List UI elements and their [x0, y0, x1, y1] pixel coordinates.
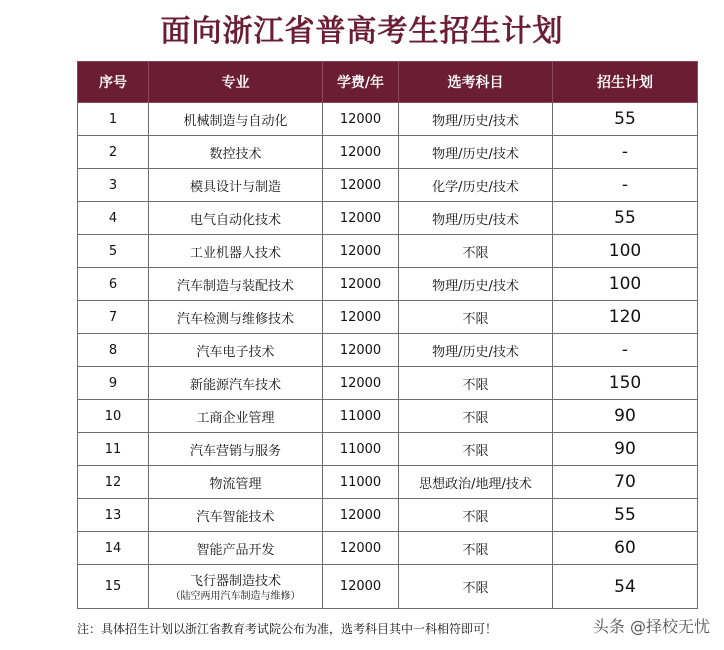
cell-plan: - — [553, 334, 698, 367]
major-name: 电气自动化技术 — [189, 212, 281, 228]
cell-plan: 70 — [553, 466, 698, 499]
cell-number: 13 — [78, 499, 149, 532]
cell-major — [149, 334, 323, 367]
cell-tuition: 12000 — [323, 202, 399, 235]
major-name: 物流管理 — [209, 476, 262, 492]
header-major: 专业 — [149, 62, 323, 103]
cell-number: 15 — [78, 565, 149, 609]
enrollment-plan-table — [77, 61, 698, 609]
table-body — [78, 103, 698, 609]
table-header-row — [78, 62, 698, 103]
cell-subjects: 不限 — [399, 367, 553, 400]
table-row — [78, 301, 698, 334]
major-name: 智能产品开发 — [196, 542, 275, 558]
table-row — [78, 103, 698, 136]
cell-subjects: 不限 — [399, 235, 553, 268]
cell-subjects: 不限 — [399, 301, 553, 334]
watermark: 头条 @择校无忧 — [592, 617, 710, 636]
cell-major — [149, 400, 323, 433]
major-name: 机械制造与自动化 — [183, 113, 288, 129]
cell-tuition: 11000 — [323, 466, 399, 499]
cell-plan: 55 — [553, 103, 698, 136]
cell-tuition: 12000 — [323, 565, 399, 609]
cell-major — [149, 433, 323, 466]
cell-plan: 55 — [553, 202, 698, 235]
table-row — [78, 235, 698, 268]
cell-subjects: 不限 — [399, 565, 553, 609]
cell-plan: - — [553, 136, 698, 169]
table-row — [78, 466, 698, 499]
major-name: 工商企业管理 — [196, 410, 275, 426]
cell-tuition: 12000 — [323, 103, 399, 136]
major-note: （陆空两用汽车制造与维修） — [170, 591, 301, 602]
cell-major — [149, 169, 323, 202]
major-name: 汽车营销与服务 — [189, 443, 281, 459]
table-row — [78, 367, 698, 400]
cell-number: 1 — [78, 103, 149, 136]
cell-plan: 150 — [553, 367, 698, 400]
cell-tuition: 11000 — [323, 400, 399, 433]
cell-number: 2 — [78, 136, 149, 169]
table-row — [78, 499, 698, 532]
footnote: 注：具体招生计划以浙江省教育考试院公布为准，选考科目其中一科相符即可！ — [77, 622, 498, 636]
cell-subjects: 不限 — [399, 499, 553, 532]
cell-tuition: 11000 — [323, 433, 399, 466]
cell-number: 14 — [78, 532, 149, 565]
cell-plan: - — [553, 169, 698, 202]
cell-subjects: 不限 — [399, 532, 553, 565]
cell-number: 12 — [78, 466, 149, 499]
table-row — [78, 136, 698, 169]
table-row — [78, 400, 698, 433]
major-name: 汽车制造与装配技术 — [176, 278, 294, 294]
major-name: 工业机器人技术 — [189, 245, 281, 261]
major-name: 汽车电子技术 — [196, 344, 275, 360]
cell-number: 6 — [78, 268, 149, 301]
cell-tuition: 12000 — [323, 235, 399, 268]
cell-number: 11 — [78, 433, 149, 466]
cell-major — [149, 202, 323, 235]
table-row — [78, 202, 698, 235]
cell-number: 3 — [78, 169, 149, 202]
cell-subjects: 物理/历史/技术 — [399, 334, 553, 367]
cell-tuition: 12000 — [323, 268, 399, 301]
cell-subjects: 不限 — [399, 400, 553, 433]
cell-major — [149, 565, 323, 609]
major-name: 模具设计与制造 — [189, 179, 281, 195]
cell-number: 5 — [78, 235, 149, 268]
cell-number: 8 — [78, 334, 149, 367]
cell-tuition: 12000 — [323, 301, 399, 334]
cell-number: 10 — [78, 400, 149, 433]
cell-subjects: 物理/历史/技术 — [399, 268, 553, 301]
table-row — [78, 169, 698, 202]
cell-plan: 100 — [553, 235, 698, 268]
cell-plan: 100 — [553, 268, 698, 301]
cell-major — [149, 103, 323, 136]
table-row — [78, 268, 698, 301]
cell-plan: 60 — [553, 532, 698, 565]
cell-major — [149, 136, 323, 169]
major-name: 汽车智能技术 — [196, 509, 275, 525]
cell-plan: 54 — [553, 565, 698, 609]
cell-plan: 90 — [553, 400, 698, 433]
cell-tuition: 12000 — [323, 532, 399, 565]
cell-subjects: 化学/历史/技术 — [399, 169, 553, 202]
major-name: 新能源汽车技术 — [189, 377, 281, 393]
major-name: 汽车检测与维修技术 — [176, 311, 294, 327]
cell-subjects: 物理/历史/技术 — [399, 136, 553, 169]
cell-major — [149, 367, 323, 400]
cell-subjects: 物理/历史/技术 — [399, 202, 553, 235]
table-row — [78, 532, 698, 565]
header-subjects: 选考科目 — [399, 62, 553, 103]
table-row — [78, 565, 698, 609]
cell-plan: 55 — [553, 499, 698, 532]
header-number: 序号 — [78, 62, 149, 103]
cell-plan: 120 — [553, 301, 698, 334]
cell-subjects: 思想政治/地理/技术 — [399, 466, 553, 499]
cell-number: 9 — [78, 367, 149, 400]
cell-tuition: 12000 — [323, 499, 399, 532]
cell-tuition: 12000 — [323, 367, 399, 400]
header-plan: 招生计划 — [553, 62, 698, 103]
table-row — [78, 433, 698, 466]
cell-tuition: 12000 — [323, 334, 399, 367]
cell-tuition: 12000 — [323, 169, 399, 202]
cell-number: 7 — [78, 301, 149, 334]
page-title: 面向浙江省普高考生招生计划 — [160, 14, 564, 49]
table-row — [78, 334, 698, 367]
cell-major — [149, 466, 323, 499]
cell-major — [149, 499, 323, 532]
cell-plan: 90 — [553, 433, 698, 466]
cell-subjects: 物理/历史/技术 — [399, 103, 553, 136]
header-tuition: 学费/年 — [323, 62, 399, 103]
major-name: 数控技术 — [209, 146, 262, 162]
cell-major — [149, 235, 323, 268]
cell-major — [149, 301, 323, 334]
cell-tuition: 12000 — [323, 136, 399, 169]
cell-major — [149, 532, 323, 565]
cell-major — [149, 268, 323, 301]
major-name: 飞行器制造技术 — [189, 574, 281, 589]
cell-subjects: 不限 — [399, 433, 553, 466]
cell-number: 4 — [78, 202, 149, 235]
